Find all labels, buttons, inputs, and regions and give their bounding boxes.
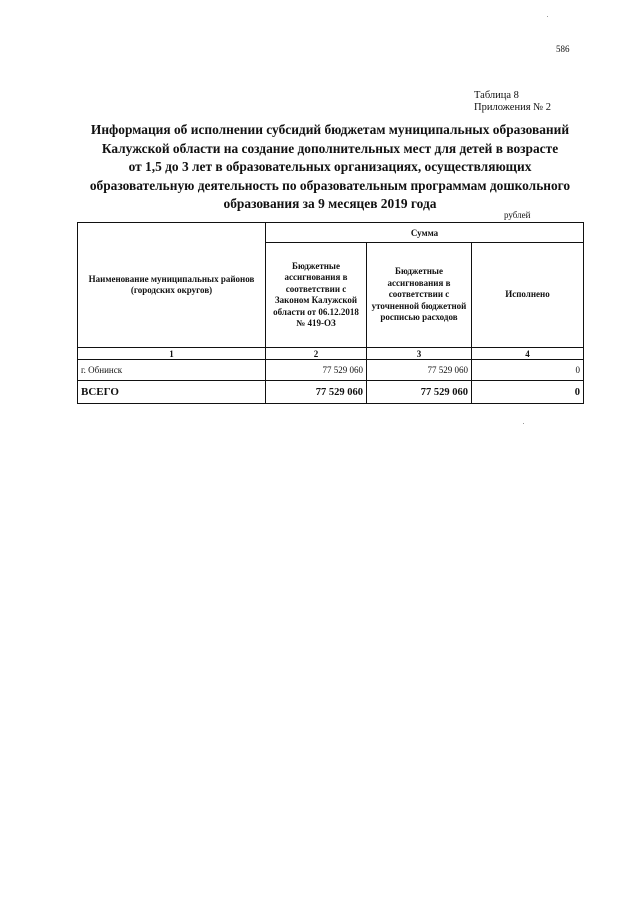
appendix-label: Приложения № 2 [474, 102, 552, 113]
column-number-row [78, 348, 584, 360]
column-number: 3 [367, 348, 472, 360]
subsidy-table [77, 222, 584, 404]
column-number: 1 [78, 348, 266, 360]
column-header-name: Наименование муниципальных районов (городских округов) [78, 223, 266, 348]
scan-speck [523, 423, 524, 424]
cell-total-schedule: 77 529 060 [367, 381, 472, 404]
header-row-group [78, 223, 584, 243]
column-number: 2 [266, 348, 367, 360]
column-header-law: Бюджетные ассигнования в соответствии с Законом Калужской области от 06.12.2018 № 419-ОЗ [266, 243, 367, 348]
table-row [78, 360, 584, 381]
title-line: от 1,5 до 3 лет в образовательных организациях, осуществляющих [128, 159, 532, 175]
total-row [78, 381, 584, 404]
column-header-executed: Исполнено [472, 243, 584, 348]
cell-law-amount: 77 529 060 [266, 360, 367, 381]
cell-total-executed: 0 [472, 381, 584, 404]
title-line: образования за 9 месяцев 2019 года [223, 196, 437, 212]
table-label: Таблица 8 [474, 90, 519, 101]
page-number: 586 [556, 44, 570, 54]
column-number: 4 [472, 348, 584, 360]
title-line: Калужской области на создание дополнительных мест для детей в возрасте [101, 140, 559, 156]
title-line: образовательную деятельность по образовательным программам дошкольного [89, 177, 571, 193]
table-reference [474, 90, 551, 114]
title-line: Информация об исполнении субсидий бюджетам муниципальных образований [90, 122, 570, 137]
cell-executed-amount: 0 [472, 360, 584, 381]
cell-municipality-name: г. Обнинск [78, 360, 266, 381]
column-header-schedule: Бюджетные ассигнования в соответствии с уточненной бюджетной росписью расходов [367, 243, 472, 348]
scan-speck [547, 16, 548, 17]
document-title [70, 121, 590, 214]
units-label: рублей [504, 210, 531, 220]
cell-total-label: ВСЕГО [78, 381, 266, 404]
column-group-header-sum: Сумма [266, 223, 584, 243]
cell-schedule-amount: 77 529 060 [367, 360, 472, 381]
cell-total-law: 77 529 060 [266, 381, 367, 404]
